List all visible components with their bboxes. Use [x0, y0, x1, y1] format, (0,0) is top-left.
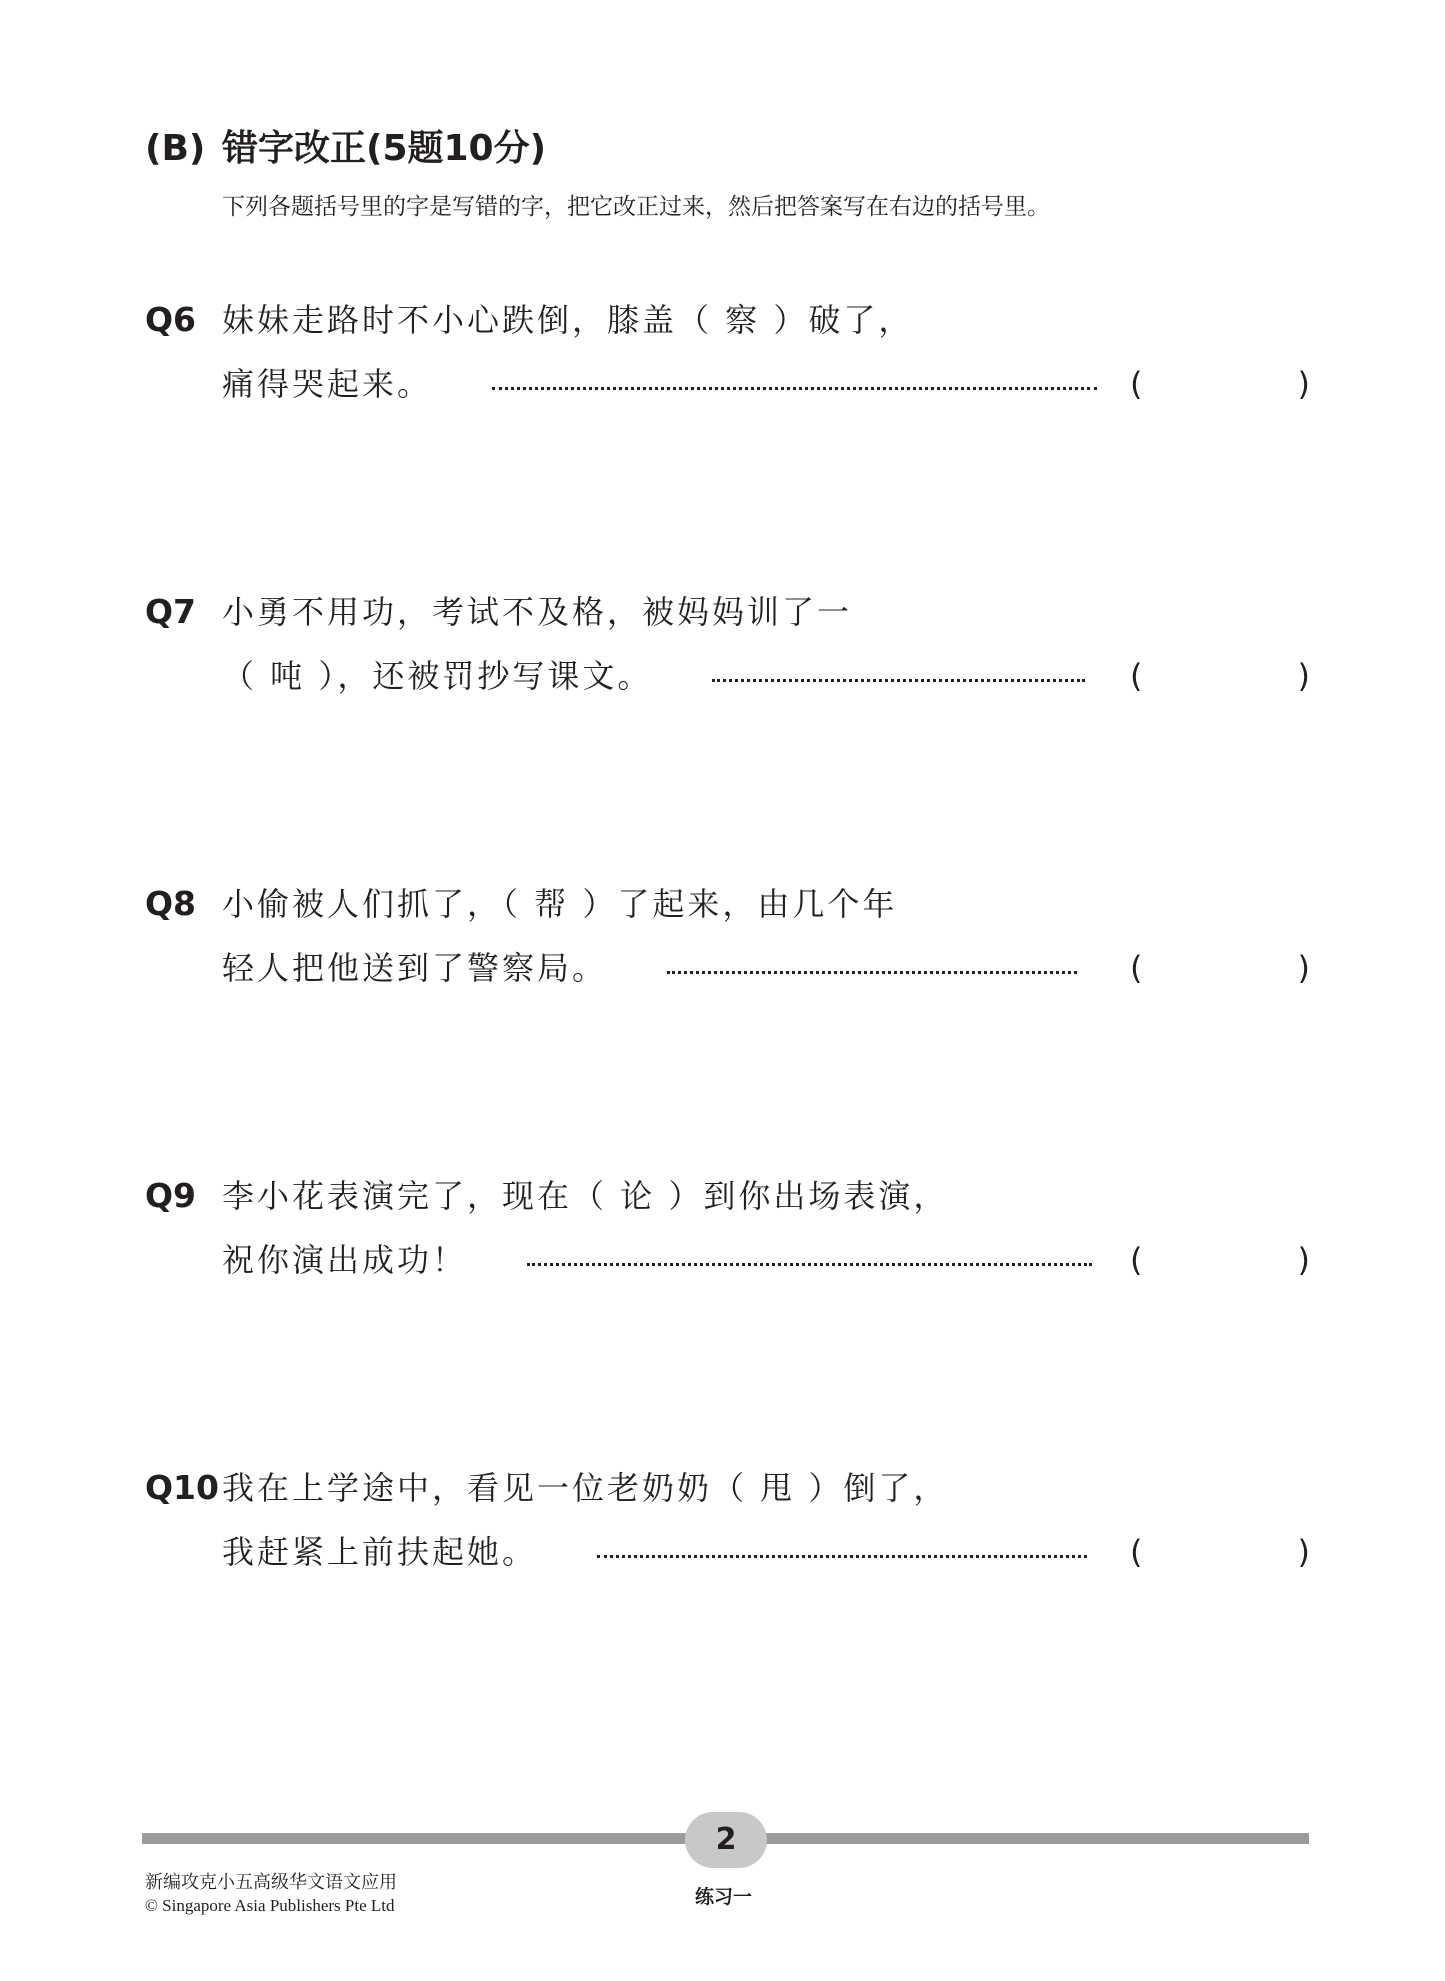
question-number: Q7	[145, 592, 197, 631]
footer-exercise-label: 练习一	[695, 1886, 753, 1908]
footer-divider-left	[142, 1833, 687, 1844]
question-text-line2	[222, 654, 1085, 698]
answer-slot[interactable]	[1130, 654, 1310, 698]
section-instruction: 下列各题括号里的字是写错的字，把它改正过来，然后把答案写在右边的括号里。	[222, 194, 1050, 220]
section-title: 错字改正(5题10分)	[222, 128, 547, 169]
page-number-badge: 2	[685, 1812, 767, 1868]
question-text-line1: 小勇不用功，考试不及格，被妈妈训了一	[222, 593, 853, 631]
dotted-leader	[492, 387, 1097, 390]
question-q9	[0, 1174, 1445, 1314]
dotted-leader	[712, 679, 1085, 682]
answer-close-paren: )	[1297, 949, 1310, 987]
question-text-line2	[222, 362, 1097, 406]
answer-open-paren: (	[1130, 1241, 1143, 1279]
footer-book-title: 新编攻克小五高级华文语文应用	[145, 1872, 397, 1893]
question-number: Q6	[145, 300, 197, 339]
answer-open-paren: (	[1130, 657, 1143, 695]
answer-close-paren: )	[1297, 657, 1310, 695]
question-text-line2	[222, 1238, 1092, 1282]
question-text-line2	[222, 1530, 1087, 1574]
question-text-end: 我赶紧上前扶起她。	[222, 1533, 538, 1571]
answer-close-paren: )	[1297, 1241, 1310, 1279]
question-number: Q8	[145, 884, 197, 923]
question-text-end: 轻人把他送到了警察局。	[222, 949, 608, 987]
question-text-line1: 李小花表演完了，现在（ 论 ）到你出场表演，	[222, 1177, 949, 1215]
question-text-end: （ 吨 ），还被罚抄写课文。	[222, 657, 653, 695]
answer-slot[interactable]	[1130, 1530, 1310, 1574]
question-text-end: 祝你演出成功！	[222, 1241, 468, 1279]
question-number: Q10	[145, 1468, 219, 1507]
question-text-line2	[222, 946, 1077, 990]
answer-close-paren: )	[1297, 365, 1310, 403]
question-q6	[0, 298, 1445, 438]
question-number: Q9	[145, 1176, 197, 1215]
dotted-leader	[667, 971, 1077, 974]
question-text-end: 痛得哭起来。	[222, 365, 433, 403]
question-q10	[0, 1466, 1445, 1606]
answer-open-paren: (	[1130, 949, 1143, 987]
answer-slot[interactable]	[1130, 1238, 1310, 1282]
dotted-leader	[527, 1263, 1092, 1266]
question-q8	[0, 882, 1445, 1022]
footer-divider-right	[760, 1833, 1309, 1844]
section-heading	[145, 120, 546, 171]
answer-open-paren: (	[1130, 1533, 1143, 1571]
question-q7	[0, 590, 1445, 730]
question-text-line1: 妹妹走路时不小心跌倒，膝盖（ 察 ）破了，	[222, 301, 914, 339]
section-label: (B)	[145, 128, 206, 169]
footer-copyright: © Singapore Asia Publishers Pte Ltd	[145, 1896, 395, 1915]
dotted-leader	[597, 1555, 1087, 1558]
answer-slot[interactable]	[1130, 362, 1310, 406]
answer-slot[interactable]	[1130, 946, 1310, 990]
answer-close-paren: )	[1297, 1533, 1310, 1571]
answer-open-paren: (	[1130, 365, 1143, 403]
question-text-line1: 小偷被人们抓了，（ 帮 ）了起来，由几个年	[222, 885, 898, 923]
question-text-line1: 我在上学途中，看见一位老奶奶（ 甩 ）倒了，	[222, 1469, 949, 1507]
